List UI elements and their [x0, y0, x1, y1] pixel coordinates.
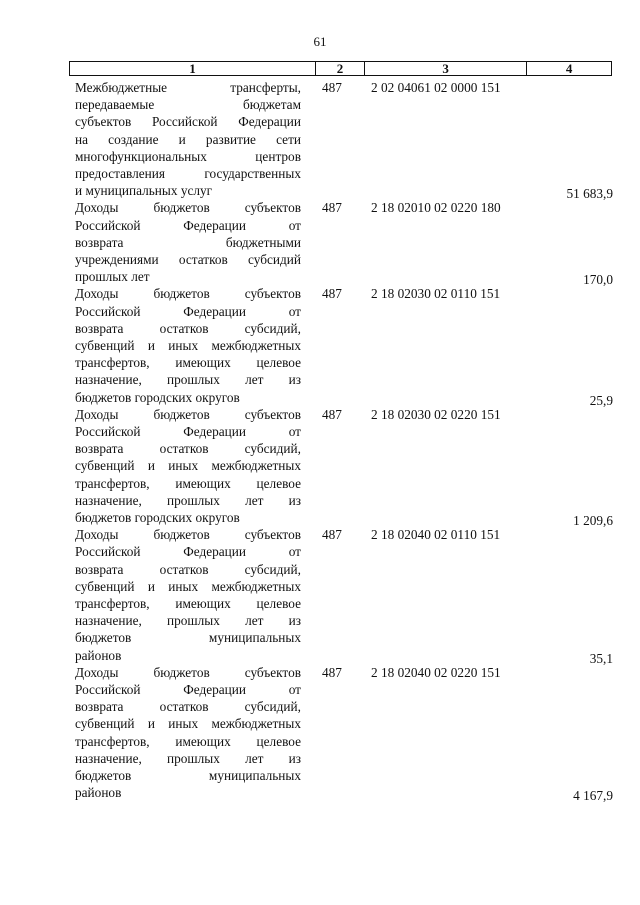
table-header — [69, 61, 612, 76]
description-line: районов — [75, 785, 122, 801]
description-line: Доходы бюджетов субъектов — [75, 286, 301, 302]
row-amount: 25,9 — [589, 392, 613, 408]
header-col-4: 4 — [565, 61, 573, 76]
description-line: Российской Федерации от — [75, 423, 301, 439]
row-budget-code: 2 02 04061 02 0000 151 — [371, 80, 501, 95]
description-line: назначение, прошлых лет из — [75, 492, 301, 508]
row-admin-code: 487 — [322, 200, 342, 216]
row-budget-code: 2 18 02010 02 0220 180 — [371, 200, 501, 216]
description-line: бюджетов городских округов — [75, 509, 240, 525]
description-line: передаваемые бюджетам — [75, 97, 301, 113]
description-line: Доходы бюджетов субъектов — [75, 527, 301, 543]
description-line: Российской Федерации от — [75, 544, 301, 560]
description-line: субвенций и иных межбюджетных — [75, 337, 301, 353]
row-budget-code: 2 18 02040 02 0220 151 — [371, 664, 501, 680]
description-line: субвенций и иных межбюджетных — [75, 458, 301, 474]
description-line: Доходы бюджетов субъектов — [75, 406, 301, 422]
description-line: трансфертов, имеющих целевое — [75, 355, 301, 371]
description-line: прошлых лет — [75, 269, 150, 285]
description-line: субъектов Российской Федерации — [75, 114, 301, 130]
description-line: бюджетов муниципальных — [75, 630, 301, 646]
row-admin-code: 487 — [322, 664, 342, 680]
row-description — [75, 79, 301, 199]
description-line: и муниципальных услуг — [75, 183, 213, 199]
row-amount: 51 683,9 — [566, 186, 613, 202]
row-budget-code: 2 18 02040 02 0110 151 — [371, 527, 501, 543]
description-line: назначение, прошлых лет из — [75, 613, 301, 629]
page-number: 61 — [313, 34, 327, 49]
row-admin-code: 487 — [322, 527, 342, 543]
row-budget-code: 2 18 02030 02 0220 151 — [371, 406, 501, 422]
description-line: Межбюджетные трансферты, — [75, 80, 301, 95]
header-col-2: 2 — [316, 62, 365, 75]
description-line: назначение, прошлых лет из — [75, 372, 301, 388]
description-line: возврата остатков субсидий, — [75, 320, 301, 336]
description-line: возврата бюджетными — [75, 234, 301, 250]
row-admin-code: 487 — [322, 286, 342, 302]
row-description — [75, 199, 301, 285]
description-line: Российской Федерации от — [75, 303, 301, 319]
description-line: назначение, прошлых лет из — [75, 750, 301, 766]
description-line: районов — [75, 647, 122, 663]
description-line: многофункциональных центров — [75, 148, 301, 164]
description-line: возврата остатков субсидий, — [75, 441, 301, 457]
description-line: возврата остатков субсидий, — [75, 699, 301, 715]
description-line: Доходы бюджетов субъектов — [75, 664, 301, 680]
row-admin-code: 487 — [322, 406, 342, 422]
header-col-3: 3 — [365, 62, 527, 75]
description-line: возврата остатков субсидий, — [75, 561, 301, 577]
row-description — [75, 526, 301, 664]
description-line: трансфертов, имеющих целевое — [75, 595, 301, 611]
description-line: Российской Федерации от — [75, 681, 301, 697]
description-line: Доходы бюджетов субъектов — [75, 200, 301, 216]
description-line: субвенций и иных межбюджетных — [75, 578, 301, 594]
header-col-1: 1 — [70, 62, 316, 75]
description-line: бюджетов муниципальных — [75, 767, 301, 783]
row-amount: 35,1 — [589, 650, 613, 666]
row-description — [75, 406, 301, 526]
row-amount: 1 209,6 — [573, 513, 613, 529]
row-amount: 4 167,9 — [573, 788, 613, 804]
description-line: трансфертов, имеющих целевое — [75, 475, 301, 491]
description-line: трансфертов, имеющих целевое — [75, 733, 301, 749]
description-line: предоставления государственных — [75, 165, 301, 181]
row-admin-code: 487 — [322, 80, 342, 95]
row-description — [75, 285, 301, 405]
description-line: бюджетов городских округов — [75, 389, 240, 405]
description-line: субвенций и иных межбюджетных — [75, 716, 301, 732]
description-line: Российской Федерации от — [75, 217, 301, 233]
description-line: на создание и развитие сети — [75, 131, 301, 147]
row-amount: 170,0 — [583, 272, 613, 288]
row-description — [75, 664, 301, 802]
description-line: учреждениями остатков субсидий — [75, 251, 301, 267]
row-budget-code: 2 18 02030 02 0110 151 — [371, 286, 501, 302]
